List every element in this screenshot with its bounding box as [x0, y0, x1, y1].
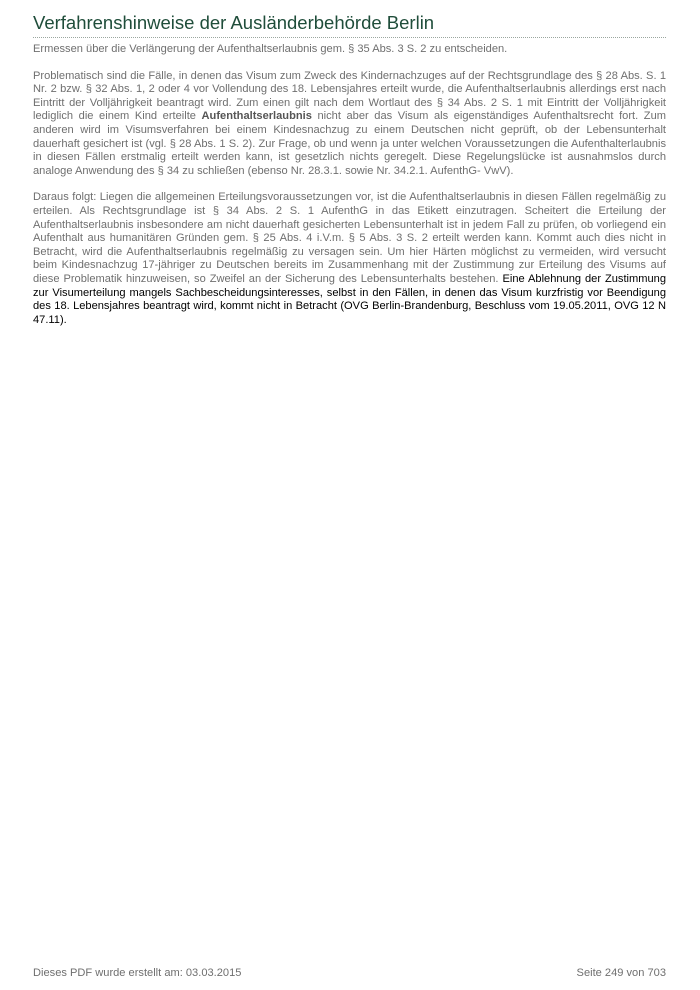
- paragraph-1: [33, 43, 666, 57]
- header-divider: [33, 37, 666, 38]
- document-title: Verfahrenshinweise der Ausländerbehörde Berlin: [33, 12, 435, 33]
- paragraph-1-text: Ermessen über die Verlängerung der Aufenthaltserlaubnis gem. § 35 Abs. 3 S. 2 zu entscheiden.: [33, 43, 508, 55]
- document-body: [33, 43, 666, 340]
- paragraph-2-text-b: nicht aber das Visum als eigenständiges Aufenthaltsrecht fort. Zum anderen wird im Visumsverfahren bei einem Kindesnachzug zu einem Deutschen nicht geprüft, ob der Lebensunterhalt dauerhaft gesichert ist (vgl. § 28 Abs. 1 S. 2). Zur Frage, ob und wenn ja unter welchen Voraussetzungen die Aufenthalterlaubnis in diesen Fällen erstmalig erteilt werden kann, ist gesetzlich nichts geregelt. Diese Regelungslücke ist ausnahmslos durch analoge Anwendung des § 34 zu schließen (ebenso Nr. 28.3.1. sowie Nr. 34.2.1. AufenthG- VwV).: [33, 110, 666, 177]
- page-footer: [33, 967, 666, 979]
- paragraph-2-bold-term: Aufenthaltserlaubnis: [201, 110, 312, 123]
- paragraph-3-text: Daraus folgt: Liegen die allgemeinen Erteilungsvoraussetzungen vor, ist die Aufenthaltserlaubnis in diesen Fällen regelmäßig zu erteilen. Als Rechtsgrundlage ist § 34 Abs. 2 S. 1 AufenthG in das Etikett einzutragen. Scheitert die Erteilung der Aufenthaltserlaubnis insbesondere am nicht dauerhaft gesicherten Lebensunterhalt ist in jedem Fall zu prüfen, ob vorliegend ein Aufenthalt aus humanitären Gründen gem. § 25 Abs. 4 i.V.m. § 5 Abs. 3 S. 2 erteilt werden kann. Kommt auch dies nicht in Betracht, wird die Aufenthaltserlaubnis regelmäßig zu versagen sein. Um hier Härten möglichst zu vermeiden, wird versucht beim Kindesnachzug 17-jähriger zu Deutschen bereits im Zusammenhang mit der Zustimmung zur Erteilung des Visums auf diese Problematik hinzuweisen, so Zweifel an der Sicherung des Lebensunterhalts bestehen.: [33, 191, 666, 285]
- paragraph-3: [33, 191, 666, 327]
- page-header: [33, 12, 666, 38]
- footer-page-number: Seite 249 von 703: [576, 967, 666, 979]
- paragraph-2-text-a: Problematisch sind die Fälle, in denen das Visum zum Zweck des Kindernachzuges auf der Rechtsgrundlage des § 28 Abs. S. 1 Nr. 2 bzw. § 32 Abs. 1, 2 oder 4 vor Vollendung des 18. Lebensjahres erteilt wurde, die Aufenthaltserlaubnis allerdings erst nach Eintritt der Volljährigkeit beantragt wird. Zum einen gilt nach dem Wortlaut des § 34 Abs. 2 S. 1 mit Eintritt der Volljährigkeit lediglich die einem Kind erteilte: [33, 69, 666, 123]
- footer-created-date: Dieses PDF wurde erstellt am: 03.03.2015: [33, 967, 242, 979]
- paragraph-2: [33, 70, 666, 179]
- paragraph-3-highlight: Eine Ablehnung der Zustimmung zur Visumerteilung mangels Sachbescheidungsinteresses, selbst in den Fällen, in denen das Visum kurzfristig vor Beendigung des 18. Lebensjahres beantragt wird, kommt nicht in Betracht (OVG Berlin-Brandenburg, Beschluss vom 19.05.2011, OVG 12 N 47.11).: [33, 272, 666, 326]
